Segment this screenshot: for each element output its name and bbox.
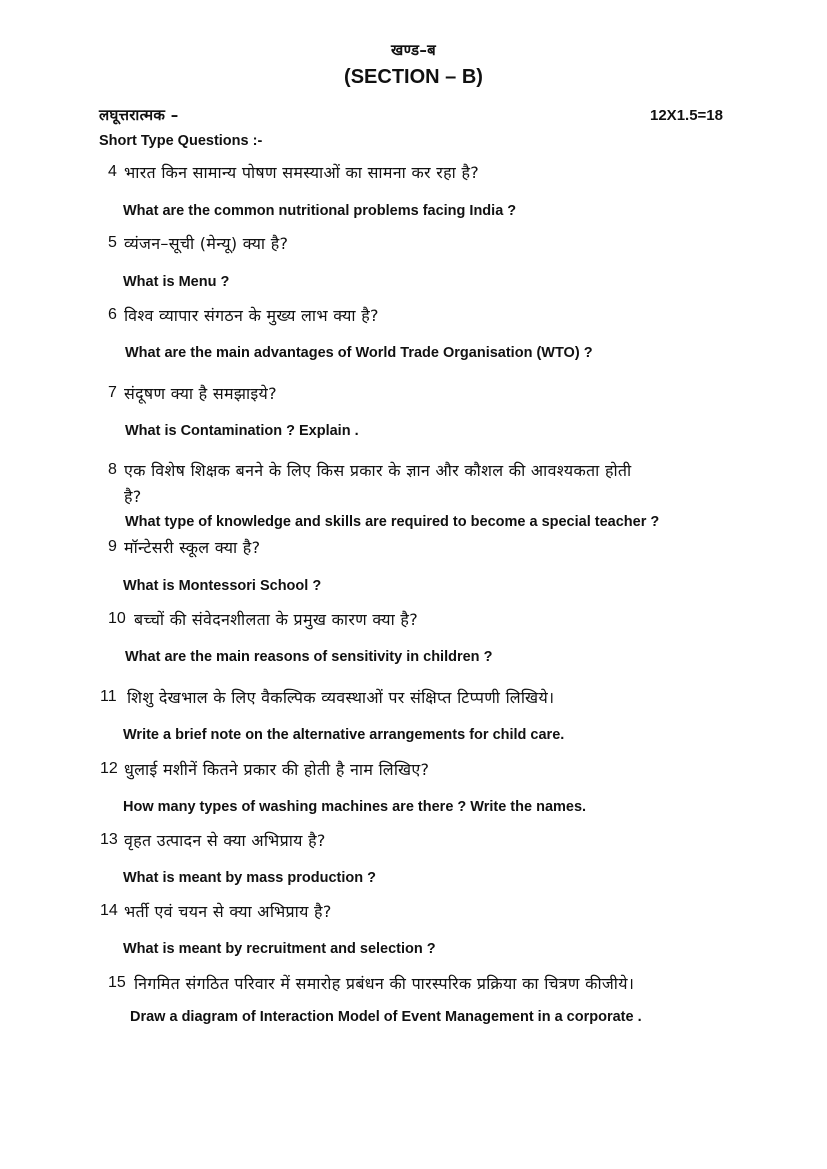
question-number: 9 [108, 538, 117, 555]
question-hindi: शिशु देखभाल के लिए वैकल्पिक व्यवस्थाओं पर संक्षिप्त टिप्पणी लिखिये। [127, 688, 555, 707]
question-english: How many types of washing machines are there ? Write the names. [123, 799, 587, 815]
question-hindi-continued: है? [124, 487, 142, 506]
question-hindi: भारत किन सामान्य पोषण समस्याओं का सामना कर रहा है? [124, 163, 480, 182]
question-english: What is Contamination ? Explain . [125, 423, 359, 439]
question-number: 5 [108, 234, 117, 251]
question-type-hindi: लघूत्तरात्मक – [99, 106, 179, 124]
question-hindi: एक विशेष शिक्षक बनने के लिए किस प्रकार के ज्ञान और कौशल की आवश्यकता होती [124, 461, 632, 480]
question-number: 6 [108, 306, 117, 323]
marks-scheme: 12X1.5=18 [650, 107, 723, 124]
question-hindi: मॉन्टेसरी स्कूल क्या है? [124, 538, 261, 557]
question-hindi: बच्चों की संवेदनशीलता के प्रमुख कारण क्या है? [134, 610, 418, 629]
question-english: What is Menu ? [123, 274, 230, 290]
question-number: 10 [108, 610, 126, 627]
question-type-english: Short Type Questions :- [99, 133, 263, 149]
question-english: Write a brief note on the alternative arrangements for child care. [123, 727, 565, 743]
question-number: 14 [100, 902, 118, 919]
question-number: 7 [108, 384, 117, 401]
question-hindi: भर्ती एवं चयन से क्या अभिप्राय है? [124, 902, 332, 921]
question-english: What is meant by recruitment and selection ? [123, 941, 436, 957]
question-english: What type of knowledge and skills are required to become a special teacher ? [125, 514, 660, 530]
question-english: Draw a diagram of Interaction Model of Event Management in a corporate . [130, 1009, 642, 1025]
question-english: What are the common nutritional problems facing India ? [123, 203, 517, 219]
question-hindi: विश्व व्यापार संगठन के मुख्य लाभ क्या है? [124, 306, 379, 325]
question-number: 4 [108, 163, 117, 180]
question-number: 11 [100, 688, 117, 705]
question-english: What is Montessori School ? [123, 578, 322, 594]
question-hindi: धुलाई मशीनें कितने प्रकार की होती है नाम लिखिए? [124, 760, 430, 779]
question-english: What are the main advantages of World Trade Organisation (WTO) ? [125, 345, 593, 361]
question-hindi: संदूषण क्या है समझाइये? [124, 384, 277, 403]
section-title-hindi: खण्ड–ब [391, 41, 436, 59]
question-english: What is meant by mass production ? [123, 870, 376, 886]
question-hindi: व्यंजन–सूची (मेन्यू) क्या है? [124, 234, 289, 253]
question-number: 8 [108, 461, 117, 478]
question-number: 13 [100, 831, 118, 848]
question-number: 12 [100, 760, 118, 777]
question-hindi: वृहत उत्पादन से क्या अभिप्राय है? [124, 831, 326, 850]
section-title-english: (SECTION – B) [344, 66, 483, 88]
question-number: 15 [108, 974, 126, 991]
question-english: What are the main reasons of sensitivity in children ? [125, 649, 493, 665]
question-hindi: निगमित संगठित परिवार में समारोह प्रबंधन की पारस्परिक प्रक्रिया का चित्रण कीजीये। [134, 974, 635, 993]
